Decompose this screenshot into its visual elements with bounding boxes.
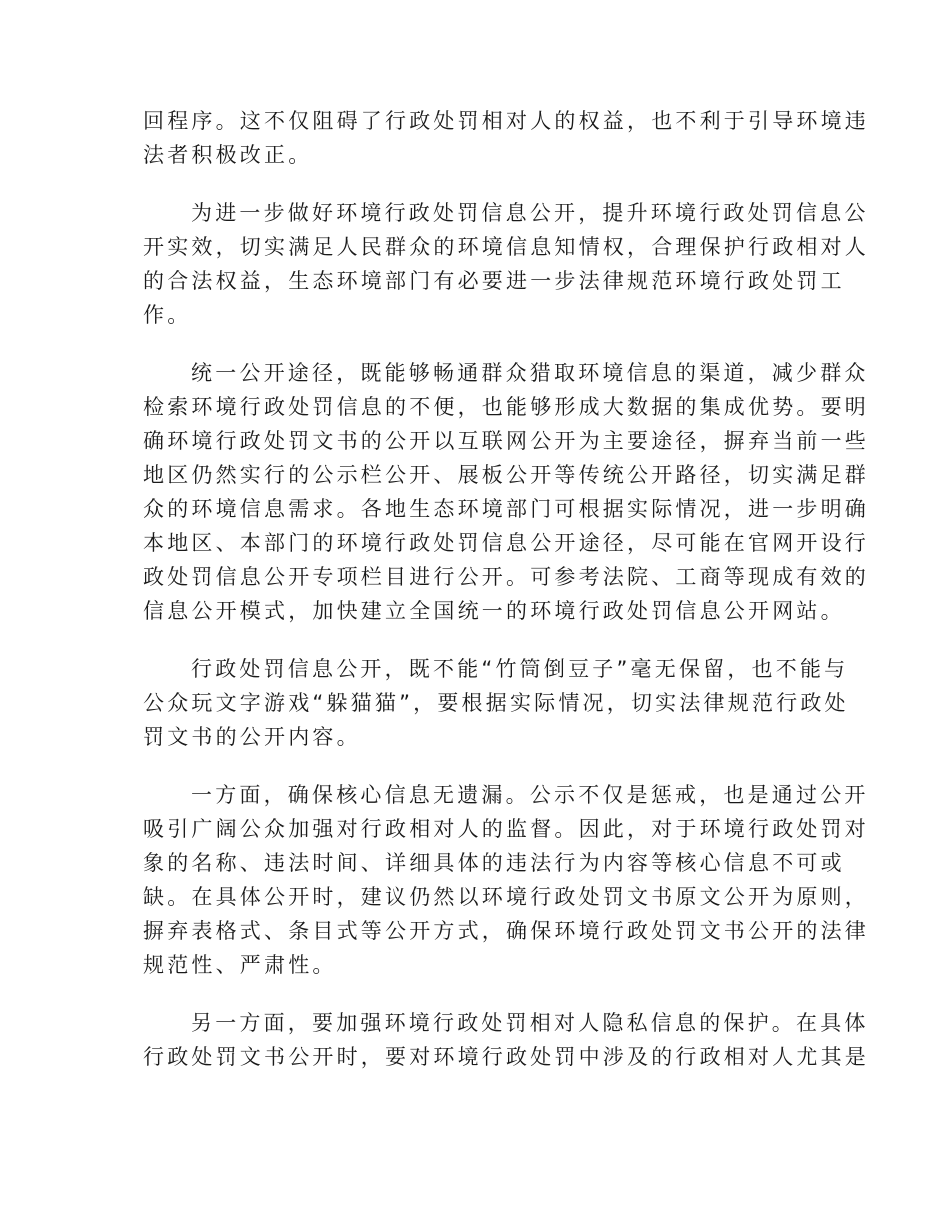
text-line: 一方面，确保核心信息无遗漏。公示不仅是惩戒，也是通过公开 (191, 783, 869, 807)
text-line: 行政处罚信息公开，既不能“竹筒倒豆子”毫无保留，也不能与 (191, 657, 849, 681)
text-line: 作。 (143, 303, 192, 327)
text-line: 统一公开途径，既能够畅通群众猎取环境信息的渠道，减少群众 (191, 361, 869, 385)
text-line: 本地区、本部门的环境行政处罚信息公开途径，尽可能在官网开设行 (143, 531, 869, 555)
text-line: 信息公开模式，加快建立全国统一的环境行政处罚信息公开网站。 (143, 599, 845, 623)
paragraph-3 (143, 356, 869, 628)
paragraph-2 (143, 196, 869, 332)
paragraph-5 (143, 778, 869, 982)
text-line: 政处罚信息公开专项栏目进行公开。可参考法院、工商等现成有效的 (143, 565, 869, 589)
text-line: 另一方面，要加强环境行政处罚相对人隐私信息的保护。在具体 (191, 1011, 869, 1035)
text-line: 缺。在具体公开时，建议仍然以环境行政处罚文书原文公开为原则， (143, 885, 869, 909)
text-line: 为进一步做好环境行政处罚信息公开，提升环境行政处罚信息公 (191, 201, 869, 225)
text-line: 的合法权益，生态环境部门有必要进一步法律规范环境行政处罚工 (143, 269, 845, 293)
text-line: 吸引广阔公众加强对行政相对人的监督。因此，对于环境行政处罚对 (143, 817, 869, 841)
text-line: 回程序。这不仅阻碍了行政处罚相对人的权益，也不利于引导环境违 (143, 109, 869, 133)
text-line: 行政处罚文书公开时，要对环境行政处罚中涉及的行政相对人尤其是 (143, 1045, 869, 1069)
document-body (143, 104, 869, 1098)
paragraph-6 (143, 1006, 869, 1074)
text-line: 检索环境行政处罚信息的不便，也能够形成大数据的集成优势。要明 (143, 395, 869, 419)
text-line: 摒弃表格式、条目式等公开方式，确保环境行政处罚文书公开的法律 (143, 919, 869, 943)
text-line: 确环境行政处罚文书的公开以互联网公开为主要途径，摒弃当前一些 (143, 429, 869, 453)
text-line: 众的环境信息需求。各地生态环境部门可根据实际情况，进一步明确 (143, 497, 869, 521)
text-line: 地区仍然实行的公示栏公开、展板公开等传统公开路径，切实满足群 (143, 463, 869, 487)
text-line: 规范性、严肃性。 (143, 953, 337, 977)
paragraph-1 (143, 104, 869, 172)
text-line: 罚文书的公开内容。 (143, 725, 361, 749)
paragraph-4 (143, 652, 849, 754)
text-line: 公众玩文字游戏“躲猫猫”，要根据实际情况，切实法律规范行政处 (143, 691, 849, 715)
text-line: 象的名称、违法时间、详细具体的违法行为内容等核心信息不可或 (143, 851, 845, 875)
text-line: 开实效，切实满足人民群众的环境信息知情权，合理保护行政相对人 (143, 235, 869, 259)
text-line: 法者积极改正。 (143, 143, 313, 167)
